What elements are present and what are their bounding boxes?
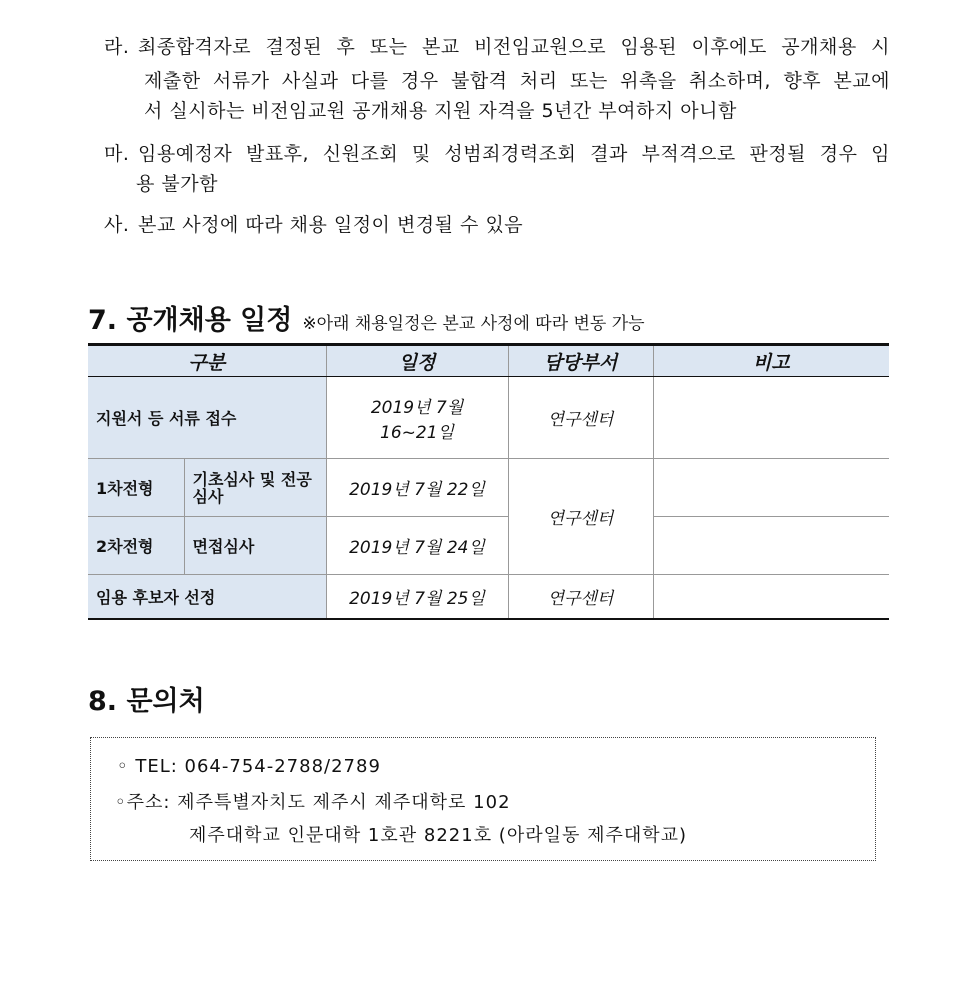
- note-text: 용 불가함: [136, 173, 218, 195]
- contact-tel: ◦ TEL: 064-754-2788/2789: [117, 756, 381, 777]
- table-header-row: [88, 345, 889, 377]
- department-cell: 연구센터: [508, 459, 653, 575]
- stage-cell: 지원서 등 서류 접수: [88, 377, 326, 459]
- note-marker: 라.: [104, 36, 130, 58]
- section-7-heading: [88, 298, 645, 337]
- note-text: 제출한 서류가 사실과 다를 경우 불합격 처리 또는 위촉을 취소하며, 향후 본교에: [144, 70, 890, 92]
- date-cell: [326, 377, 508, 459]
- stage-cell: 1차전형: [88, 459, 184, 517]
- stage-cell: 2차전형: [88, 517, 184, 575]
- date-line: 16~21일: [380, 422, 454, 443]
- table-row: [88, 517, 889, 575]
- note-text: 최종합격자로 결정된 후 또는 본교 비전임교원으로 임용된 이후에도 공개채용 시: [138, 36, 890, 58]
- table-row: [88, 459, 889, 517]
- substage-cell: 기초심사 및 전공 심사: [184, 459, 326, 517]
- date-cell: 2019년 7월 22일: [326, 459, 508, 517]
- contact-box: [90, 737, 876, 861]
- table-row: [88, 575, 889, 619]
- note-text: 임용예정자 발표후, 신원조회 및 성범죄경력조회 결과 부적격으로 판정될 경우 임: [138, 143, 890, 165]
- header-remark: 비고: [653, 345, 889, 377]
- schedule-table: [88, 343, 889, 620]
- note-text: 서 실시하는 비전임교원 공개채용 지원 자격을 5년간 부여하지 아니함: [144, 100, 737, 122]
- substage-cell: 면접심사: [184, 517, 326, 575]
- remark-cell: [653, 517, 889, 575]
- section-note: ※아래 채용일정은 본교 사정에 따라 변동 가능: [302, 314, 645, 334]
- header-category: 구분: [88, 345, 326, 377]
- table-row: [88, 377, 889, 459]
- section-8-heading: 8. 문의처: [88, 686, 205, 717]
- remark-cell: [653, 575, 889, 619]
- note-text: 본교 사정에 따라 채용 일정이 변경될 수 있음: [138, 214, 524, 236]
- section-title: 7. 공개채용 일정: [88, 305, 293, 336]
- stage-cell: 임용 후보자 선정: [88, 575, 326, 619]
- note-marker: 마.: [104, 143, 130, 165]
- date-cell: 2019년 7월 25일: [326, 575, 508, 619]
- date-line: 2019년 7월: [370, 397, 464, 418]
- contact-address-line2: 제주대학교 인문대학 1호관 8221호 (아라일동 제주대학교): [189, 825, 688, 846]
- header-department: 담당부서: [508, 345, 653, 377]
- department-cell: 연구센터: [508, 377, 653, 459]
- contact-address: ◦주소: 제주특별자치도 제주시 제주대학로 102: [115, 792, 511, 813]
- remark-cell: [653, 459, 889, 517]
- department-cell: 연구센터: [508, 575, 653, 619]
- date-cell: 2019년 7월 24일: [326, 517, 508, 575]
- note-marker: 사.: [104, 214, 130, 236]
- header-schedule: 일정: [326, 345, 508, 377]
- remark-cell: [653, 377, 889, 459]
